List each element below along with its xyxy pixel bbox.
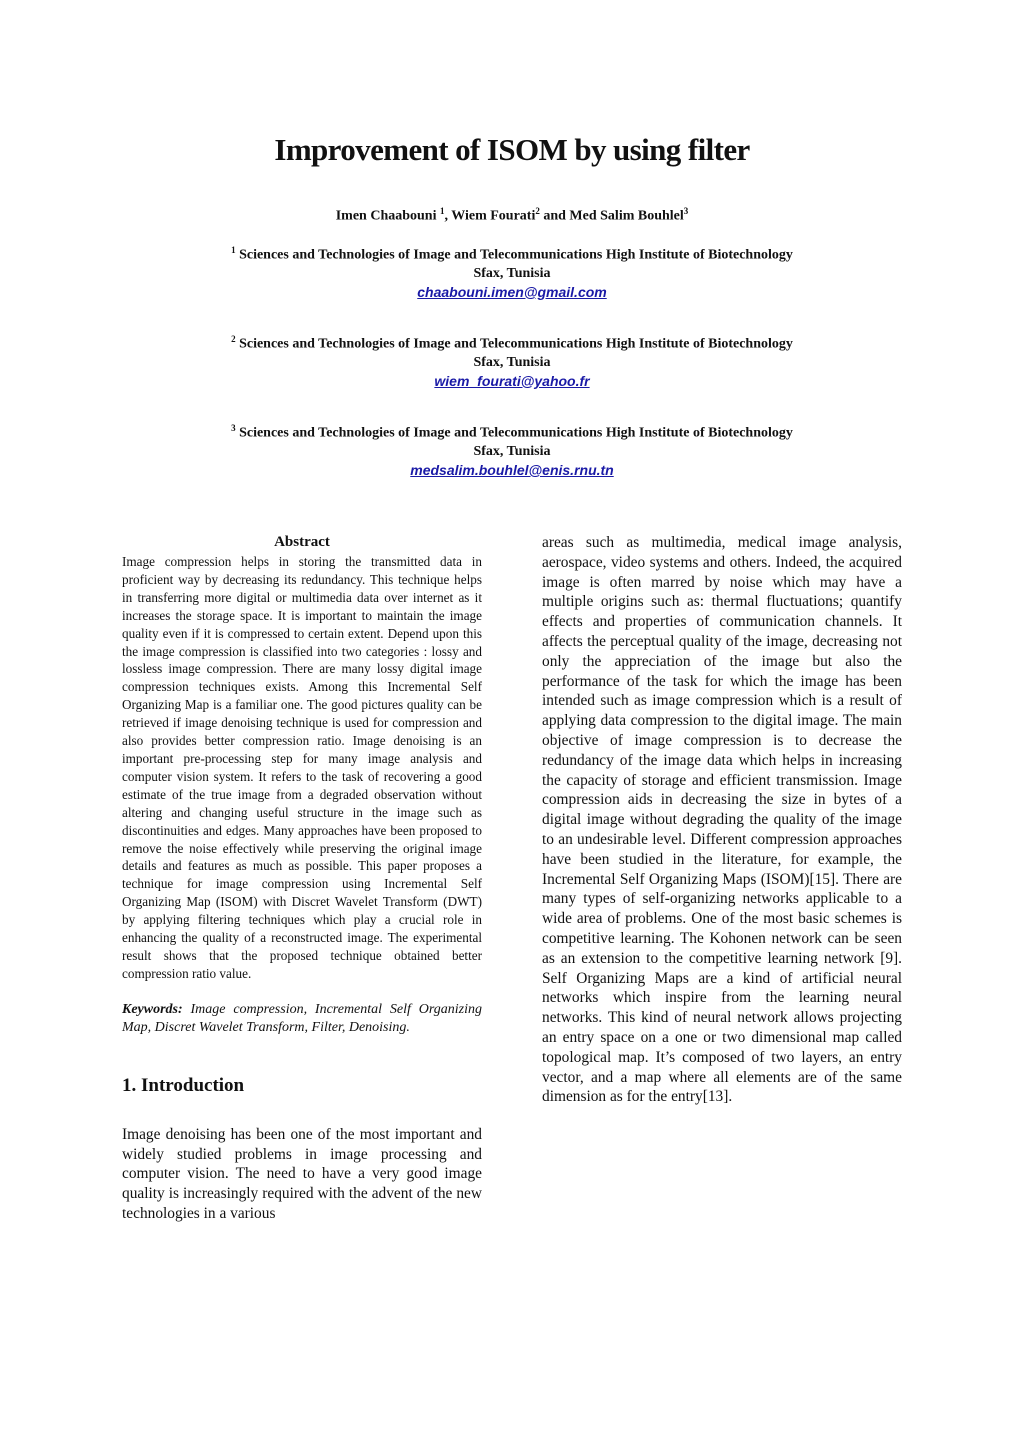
author-2-sup: 2 [535,206,540,216]
affiliation-sup: 1 [231,245,236,255]
affiliation-institution: $^1$ Sciences and Technologies of Image and Telecommunications High Institute of Biotechnology [231,245,793,263]
abstract-heading: Abstract [274,534,330,550]
author-3: and Med Salim Bouhlel [539,208,684,224]
author-list [0,206,1024,225]
affiliation-1 [0,241,1024,303]
affiliation-email-link[interactable]: medsalim.bouhlel@enis.rnu.tn [410,461,614,478]
abstract-text: Image compression helps in storing the transmitted data in proficient way by decreasing its redundancy. This technique helps in transferring more digital or multimedia data over internet as it increases the storage space. It is important to maintain the image quality even if it is compressed to certain extent. Depend upon this the image compression is classified into two categories : lossy and lossless image compression. There are many lossy digital image compression techniques exists. Among this Incremental Self Organizing Map is a familiar one. The good pictures quality can be retrieved if image denoising technique is used for compression and also provides better compression ratio. Image denoising is an important pre-processing step for many image analysis and computer vision system. It refers to the task of recovering a good estimate of the true image from a degraded observation without altering and changing useful structure in the image such as discontinuities and edges. Many approaches have been proposed to remove the noise effectively while preserving the original image details and features as much as possible. This paper proposes a technique for image compression using Incremental Self Organizing Map (ISOM) with Discret Wavelet Transform (DWT) by applying filtering techniques which play a crucial role in enhancing the quality of a reconstructed image. The experimental result shows that the proposed technique obtained better compression ratio value. [122,554,482,981]
affiliation-email-link[interactable]: chaabouni.imen@gmail.com [417,283,607,300]
affiliation-2 [0,330,1024,392]
affiliation-sup: 3 [231,423,236,433]
affiliation-city: Sfax, Tunisia [473,443,551,459]
keywords-label: Keywords: [122,1001,183,1017]
keywords [122,1001,482,1037]
affiliation-sup: 2 [231,334,236,344]
paper-title: Improvement of ISOM by using filter [274,132,750,167]
author-1-sup: 1 [439,206,445,216]
left-column [122,534,482,1224]
author-1: Imen Chaabouni [335,208,440,224]
keywords-text: Image compression, Incremental Self Organizing Map, Discret Wavelet Transform, Filter, Denoising. [122,1001,482,1035]
affiliation-institution: $^2$ Sciences and Technologies of Image and Telecommunications High Institute of Biotechnology [231,334,793,352]
author-2: , Wiem Fourati [444,208,536,224]
section-heading-introduction: 1. Introduction [122,1074,245,1096]
affiliation-city: Sfax, Tunisia [473,354,551,370]
affiliation-institution: $^3$ Sciences and Technologies of Image and Telecommunications High Institute of Biotechnology [231,423,793,441]
introduction-text-right: areas such as multimedia, medical image analysis, aerospace, video systems and others. Indeed, the acquired image is often marred by noise which may have a multiple origins such as: thermal fluctuations; quantify effects and properties of communication channels. It affects the perceptual quality of the image, decreasing not only the appreciation of the image but also the performance of the task for which the image has been intended such as image compression which is a result of applying data compression to the digital image. The main objective of image compression is to decrease the redundancy of the image data which helps in increasing the capacity of storage and efficient transmission. Image compression aids in decreasing the size in bytes of a digital image without degrading the quality of the image to an undesirable level. Different compression approaches have been studied in the literature, for example, the Incremental Self Organizing Maps (ISOM)[15]. There are many types of self-organizing networks applicable to a wide area of problems. One of the most basic schemes is competitive learning. The Kohonen network can be seen as an extension to the competitive learning network [9]. Self Organizing Maps are a kind of artificial neural networks which inspire from the learning neural networks. This kind of neural network allows projecting an entry space on a one or two dimensional map called topological map. It’s composed of two layers, an entry vector, and a map where all elements are of the same dimension as for the entry[13]. [542,534,902,1106]
affiliation-3 [0,419,1024,481]
author-3-sup: 3 [683,206,689,216]
right-column [542,533,902,1107]
introduction-text-left: Image denoising has been one of the most important and widely studied problems in image processing and computer vision. The need to have a very good image quality is increasingly required with the advent of the new technologies in a various [122,1125,482,1222]
affiliation-email-link[interactable]: wiem_fourati@yahoo.fr [434,372,590,389]
affiliation-city: Sfax, Tunisia [473,265,551,281]
